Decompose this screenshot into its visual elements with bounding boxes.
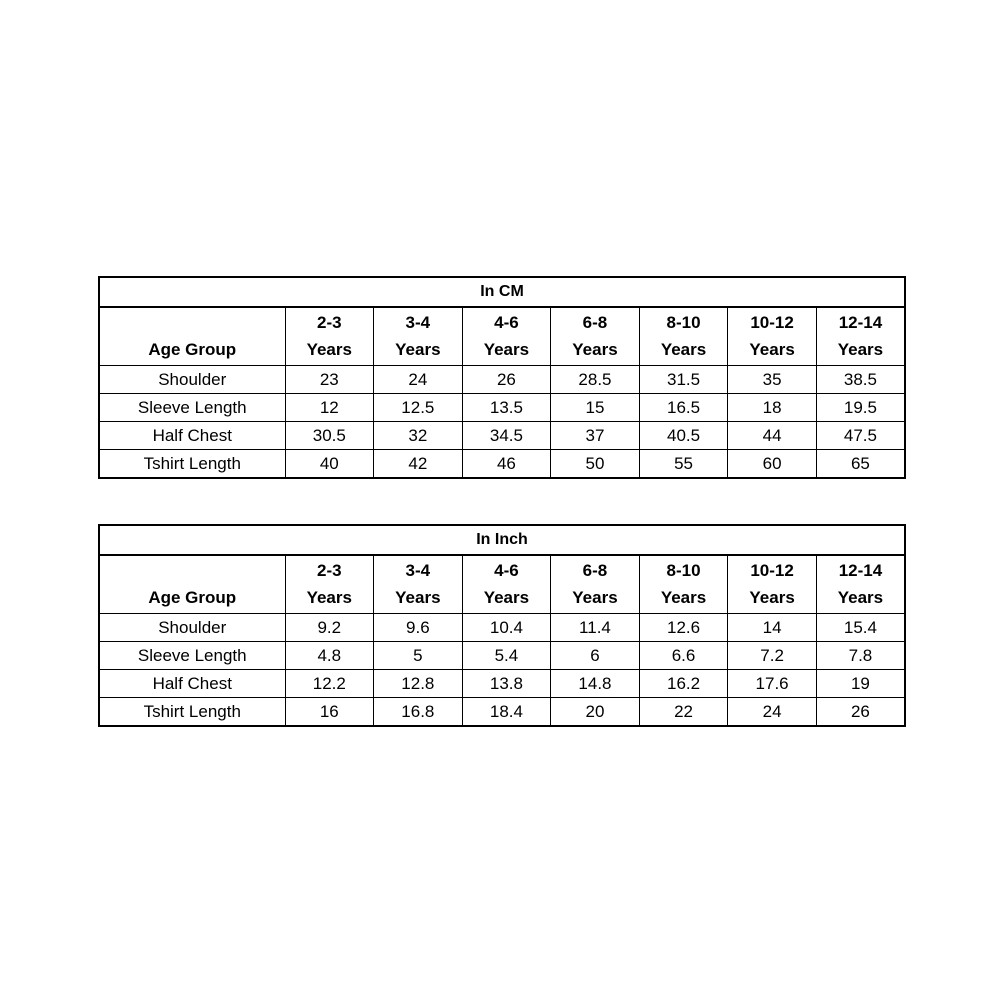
column-header [639, 307, 728, 366]
table-cell: 13.8 [462, 670, 551, 698]
age-group-header: Age Group [99, 555, 285, 614]
table-cell: 32 [374, 422, 463, 450]
table-cell: 15.4 [816, 614, 905, 642]
table-cell: 23 [285, 366, 374, 394]
table-row [99, 366, 905, 394]
table-cell: 50 [551, 450, 640, 479]
table-cell: 16.8 [374, 698, 463, 727]
age-range: 6-8 [582, 561, 608, 580]
age-unit: Years [837, 340, 884, 359]
table-title-row [99, 525, 905, 555]
column-header [728, 555, 817, 614]
table-cell: 20 [551, 698, 640, 727]
table-cell: 7.8 [816, 642, 905, 670]
table-cell: 16.5 [639, 394, 728, 422]
table-row [99, 642, 905, 670]
table-cell: 55 [639, 450, 728, 479]
table-cell: 30.5 [285, 422, 374, 450]
age-group-header: Age Group [99, 307, 285, 366]
table-cell: 18.4 [462, 698, 551, 727]
table-cell: 14 [728, 614, 817, 642]
table-cell: 38.5 [816, 366, 905, 394]
table-cell: 9.6 [374, 614, 463, 642]
table-cell: 4.8 [285, 642, 374, 670]
table-cell: 18 [728, 394, 817, 422]
age-range: 8-10 [666, 313, 701, 332]
age-unit: Years [395, 340, 441, 359]
table-cell: 12.6 [639, 614, 728, 642]
table-cell: 15 [551, 394, 640, 422]
table-cell: 13.5 [462, 394, 551, 422]
age-range: 4-6 [494, 561, 519, 580]
column-header [374, 307, 463, 366]
table-cell: 11.4 [551, 614, 640, 642]
age-unit: Years [395, 588, 441, 607]
table-cell: 42 [374, 450, 463, 479]
table-cell: 10.4 [462, 614, 551, 642]
table-cell: 12.2 [285, 670, 374, 698]
column-header [285, 555, 374, 614]
table-row [99, 394, 905, 422]
table-row [99, 698, 905, 727]
age-range: 12-14 [838, 561, 883, 580]
column-header [462, 307, 551, 366]
table-cell: 19.5 [816, 394, 905, 422]
row-label: Sleeve Length [99, 642, 285, 670]
age-range: 3-4 [405, 313, 431, 332]
age-unit: Years [749, 340, 795, 359]
table-cell: 5 [374, 642, 463, 670]
table-row [99, 450, 905, 479]
row-label: Tshirt Length [99, 450, 285, 479]
age-unit: Years [572, 588, 618, 607]
column-header [462, 555, 551, 614]
table-header-row [99, 555, 905, 614]
table-cell: 47.5 [816, 422, 905, 450]
column-header [374, 555, 463, 614]
row-label: Shoulder [99, 614, 285, 642]
table-cell: 26 [816, 698, 905, 727]
table-cell: 28.5 [551, 366, 640, 394]
table-cell: 31.5 [639, 366, 728, 394]
table-row [99, 670, 905, 698]
age-unit: Years [572, 340, 618, 359]
table-row [99, 422, 905, 450]
age-range: 10-12 [750, 561, 794, 580]
row-label: Tshirt Length [99, 698, 285, 727]
age-unit: Years [660, 340, 707, 359]
table-cell: 26 [462, 366, 551, 394]
age-unit: Years [749, 588, 795, 607]
age-unit: Years [837, 588, 884, 607]
table-cell: 12 [285, 394, 374, 422]
age-range: 2-3 [316, 313, 342, 332]
column-header [816, 555, 905, 614]
column-header [816, 307, 905, 366]
age-range: 3-4 [405, 561, 431, 580]
table-title-row [99, 277, 905, 307]
age-unit: Years [483, 588, 530, 607]
table-cell: 12.8 [374, 670, 463, 698]
table-cell: 46 [462, 450, 551, 479]
table-title: In CM [99, 277, 905, 307]
age-range: 6-8 [582, 313, 608, 332]
age-range: 2-3 [316, 561, 342, 580]
table-cell: 17.6 [728, 670, 817, 698]
table-cell: 37 [551, 422, 640, 450]
age-unit: Years [306, 340, 352, 359]
size-table-inch [98, 524, 906, 727]
age-range: 10-12 [750, 313, 794, 332]
row-label: Half Chest [99, 670, 285, 698]
row-label: Sleeve Length [99, 394, 285, 422]
row-label: Shoulder [99, 366, 285, 394]
table-header-row [99, 307, 905, 366]
table-cell: 24 [728, 698, 817, 727]
table-cell: 60 [728, 450, 817, 479]
age-unit: Years [483, 340, 530, 359]
table-cell: 6.6 [639, 642, 728, 670]
table-cell: 16.2 [639, 670, 728, 698]
column-header [639, 555, 728, 614]
table-row [99, 614, 905, 642]
column-header [285, 307, 374, 366]
column-header [551, 307, 640, 366]
table-cell: 34.5 [462, 422, 551, 450]
table-cell: 16 [285, 698, 374, 727]
table-cell: 65 [816, 450, 905, 479]
table-cell: 44 [728, 422, 817, 450]
table-cell: 24 [374, 366, 463, 394]
table-cell: 40 [285, 450, 374, 479]
table-cell: 14.8 [551, 670, 640, 698]
table-cell: 9.2 [285, 614, 374, 642]
size-table-cm [98, 276, 906, 479]
table-cell: 19 [816, 670, 905, 698]
table-cell: 5.4 [462, 642, 551, 670]
table-cell: 40.5 [639, 422, 728, 450]
table-cell: 12.5 [374, 394, 463, 422]
age-range: 4-6 [494, 313, 519, 332]
table-cell: 22 [639, 698, 728, 727]
age-range: 8-10 [666, 561, 701, 580]
table-cell: 7.2 [728, 642, 817, 670]
age-range: 12-14 [838, 313, 883, 332]
age-unit: Years [660, 588, 707, 607]
table-cell: 35 [728, 366, 817, 394]
age-unit: Years [306, 588, 352, 607]
row-label: Half Chest [99, 422, 285, 450]
column-header [728, 307, 817, 366]
column-header [551, 555, 640, 614]
table-title: In Inch [99, 525, 905, 555]
table-cell: 6 [551, 642, 640, 670]
